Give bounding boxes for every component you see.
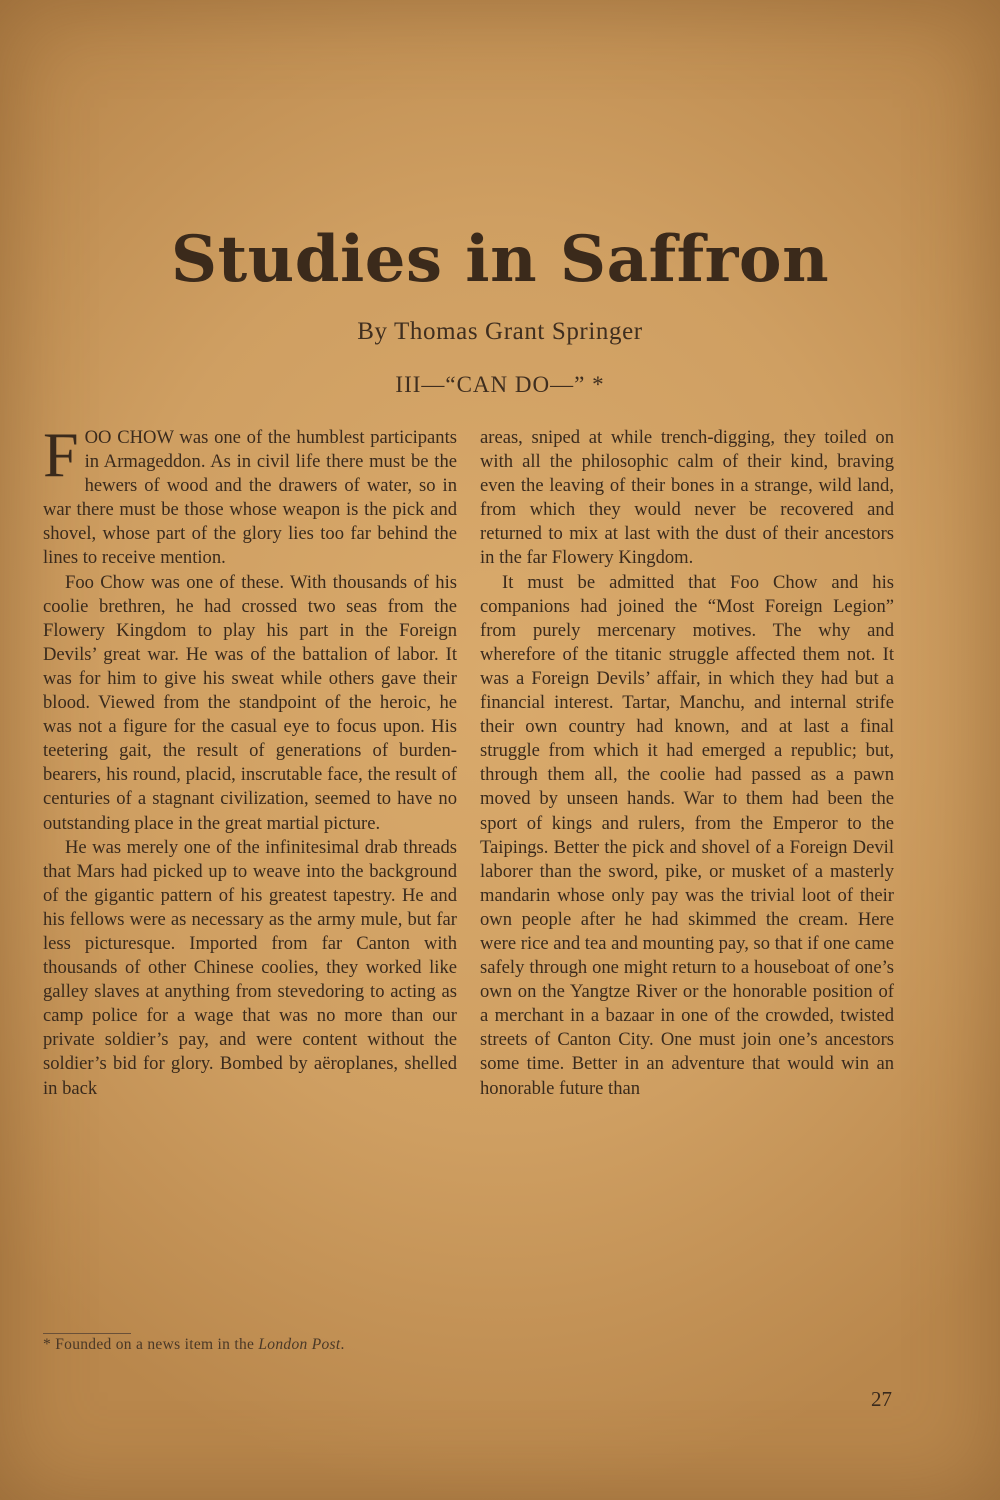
article-subtitle: III—“CAN DO—” * [395, 372, 605, 397]
page-number: 27 [871, 1387, 892, 1411]
footnote-source: London Post [258, 1336, 341, 1353]
footnote-divider [43, 1333, 131, 1334]
paragraph [43, 419, 457, 571]
paragraph: Foo Chow was one of these. With thousands of his coolie brethren, he had crossed two seas from the Flowery Kingdom to play his part in the Foreign Devils’ great war. He was of the battalion of labor. It was for him to give his sweat while others gave their blood. Viewed from the standpoint of the heroic, he was not a figure for the casual eye to focus upon. His teetering gait, the result of generations of burden-bearers, his round, placid, inscrutable face, the result of centuries of a stagnant civilization, seemed to have no outstanding place in the great martial picture. [43, 571, 457, 834]
footnote [43, 1336, 345, 1354]
footnote-suffix: . [340, 1336, 345, 1353]
article-title: Studies in Saffron [170, 222, 830, 297]
footnote-prefix: * Founded on a news item in the [43, 1336, 259, 1353]
drop-cap: F [43, 419, 79, 490]
paragraph-text: OO CHOW was one of the humblest participants in Armageddon. As in civil life there must be the hewers of wood and the drawers of water, so in war there must be those whose weapon is the pick and shovel, whose part of the glory lies too far behind the lines to receive mention. [43, 427, 457, 569]
text-column-right [480, 426, 894, 1101]
text-column-left [43, 419, 457, 1101]
paragraph: He was merely one of the infinitesimal drab threads that Mars had picked up to weave into the background of the gigantic pattern of his greatest tapestry. He and his fellows were as necessary as the army mule, but far less picturesque. Imported from far Canton with thousands of other Chinese coolies, they worked like galley slaves at anything from stevedoring to acting as camp police for a wage that was no more than our private soldier’s pay, and were content without the soldier’s bid for glory. Bombed by aëroplanes, shelled in back [43, 836, 457, 1099]
paragraph: areas, sniped at while trench-digging, they toiled on with all the philosophic calm of their kind, braving even the leaving of their bones in a strange, wild land, from which they would never be recovered and returned to mix at last with the dust of their ancestors in the far Flowery Kingdom. [480, 427, 894, 569]
paragraph: It must be admitted that Foo Chow and his companions had joined the “Most Foreign Legion” from purely mercenary motives. The why and wherefore of the titanic struggle affected them not. It was a Foreign Devils’ affair, in which they had but a financial interest. Tartar, Manchu, and internal strife their own country had known, and at last a final struggle from which it had emerged a republic; but, through them all, the coolie had passed as a pawn moved by unseen hands. War to them had been the sport of kings and rulers, from the Emperor to the Taipings. Better the pick and shovel of a Foreign Devil laborer than the sword, pike, or musket of a masterly mandarin whose only pay was the trivial loot of their own people after he had skimmed the cream. Here were rice and tea and mounting pay, so that if one came safely through one might return to a houseboat of one’s own on the Yangtze River or the honorable position of a merchant in a bazaar in one of the crowded, twisted streets of Canton City. One must join one’s ancestors some time. Better in an adventure that would win an honorable future than [480, 571, 894, 1099]
article-byline: By Thomas Grant Springer [357, 318, 643, 345]
